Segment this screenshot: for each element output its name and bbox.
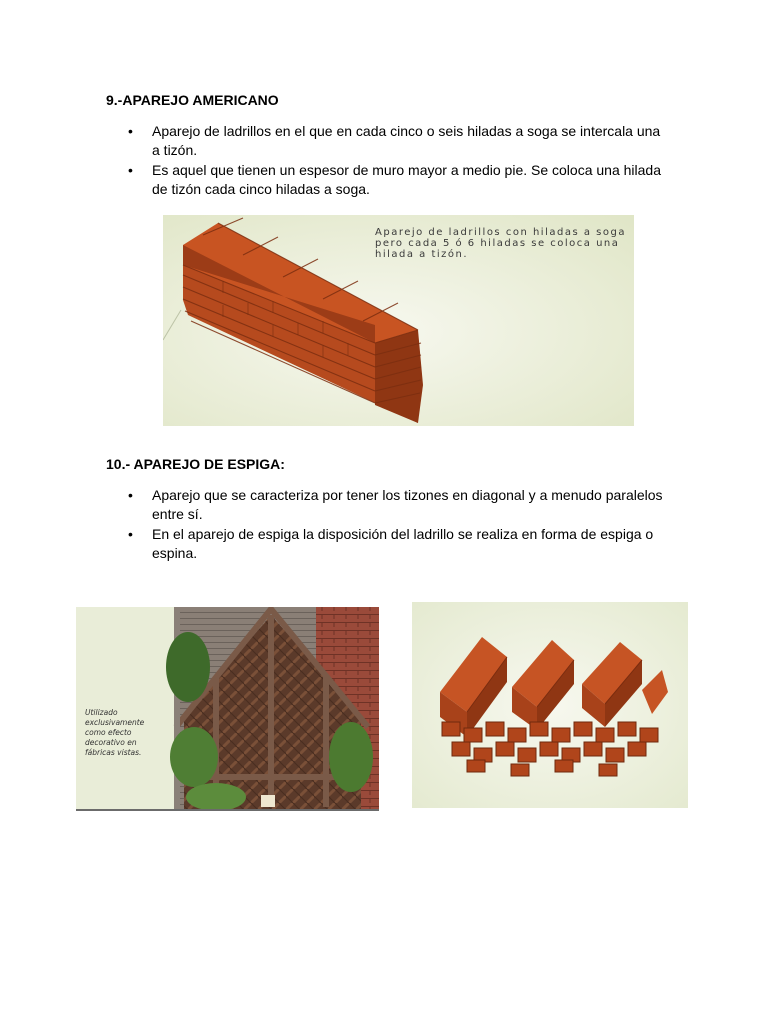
bullet-list-aparejo-americano (106, 122, 666, 200)
caption-line: Utilizado (85, 708, 118, 717)
herringbone-facade-photo (76, 607, 379, 811)
brick-herringbone-image (412, 602, 688, 808)
figure-caption (375, 227, 627, 260)
caption-line: como efecto (85, 728, 132, 737)
bullet-item: • Es aquel que tienen un espesor de muro mayor a medio pie. Se coloca una hilada de tizón cada cinco hiladas a soga. (106, 161, 666, 199)
herringbone-bond-illustration (412, 602, 688, 808)
bullet-item: • Aparejo de ladrillos en el que en cada cinco o seis hiladas a soga se intercala una a tizón. (106, 122, 666, 160)
caption-line: hilada a tizón. (375, 249, 469, 260)
section-heading-aparejo-americano: 9.-APAREJO AMERICANO (106, 92, 279, 108)
caption-line: pero cada 5 ó 6 hiladas se coloca una (375, 238, 620, 249)
section-heading-aparejo-de-espiga: 10.- APAREJO DE ESPIGA: (106, 456, 285, 472)
bullet-list-aparejo-de-espiga (106, 486, 666, 564)
caption-line: Aparejo de ladrillos con hiladas a soga (375, 227, 626, 238)
caption-line: decorativo en (85, 738, 137, 747)
bullet-item: • Aparejo que se caracteriza por tener los tizones en diagonal y a menudo paralelos entre sí. (106, 486, 666, 524)
american-bond-illustration (163, 215, 634, 426)
caption-line: exclusivamente (85, 718, 145, 727)
caption-line: fábricas vistas. (85, 748, 142, 757)
bullet-item: • En el aparejo de espiga la disposición del ladrillo se realiza en forma de espiga o espina. (106, 525, 666, 563)
photo-caption (85, 708, 155, 758)
